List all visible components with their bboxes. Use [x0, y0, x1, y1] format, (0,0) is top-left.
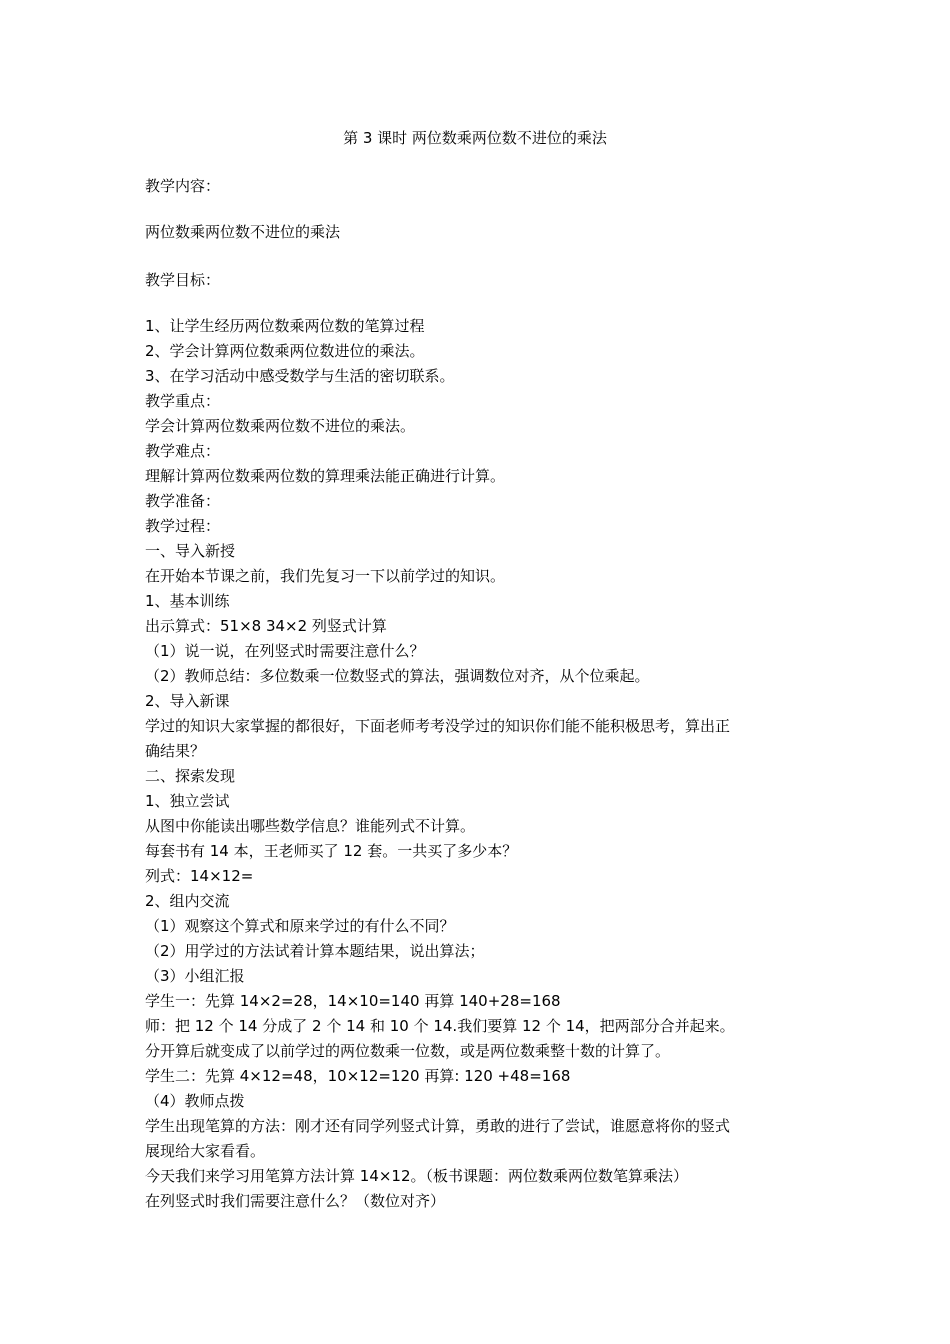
paragraph-line: 分开算后就变成了以前学过的两位数乘一位数，或是两位数乘整十数的计算了。 [145, 1042, 671, 1060]
heading-content: 教学内容： [145, 177, 221, 195]
objective-item: 2、学会计算两位数乘两位数进位的乘法。 [145, 342, 425, 360]
list-item: （1）观察这个算式和原来学过的有什么不同？ [145, 917, 455, 935]
paragraph-line: 出示算式：51×8 34×2 列竖式计算 [145, 617, 387, 635]
subsection-heading: 1、独立尝试 [145, 792, 230, 810]
paragraph-line: 从图中你能读出哪些数学信息？谁能列式不计算。 [145, 817, 476, 835]
heading-process: 教学过程： [145, 517, 221, 535]
paragraph-line: 每套书有 14 本，王老师买了 12 套。一共买了多少本？ [145, 842, 518, 860]
paragraph-line: 师：把 12 个 14 分成了 2 个 14 和 10 个 14.我们要算 12 个 14，把两部分合并起来。 [145, 1017, 735, 1035]
paragraph-line: 确结果？ [145, 742, 206, 760]
paragraph-line: 理解计算两位数乘两位数的算理乘法能正确进行计算。 [145, 467, 506, 485]
list-item: （1）说一说，在列竖式时需要注意什么？ [145, 642, 425, 660]
paragraph-content: 两位数乘两位数不进位的乘法 [145, 223, 341, 241]
page-title: 第 3 课时 两位数乘两位数不进位的乘法 [343, 129, 607, 147]
section-heading: 二、探索发现 [145, 767, 236, 785]
objective-item: 1、让学生经历两位数乘两位数的笔算过程 [145, 317, 425, 335]
paragraph-line: 学生出现笔算的方法：刚才还有同学列竖式计算，勇敢的进行了尝试，谁愿意将你的竖式 [145, 1117, 731, 1135]
subsection-heading: 2、导入新课 [145, 692, 230, 710]
heading-difficulties: 教学难点： [145, 442, 221, 460]
paragraph-line: 在列竖式时我们需要注意什么？（数位对齐） [145, 1192, 446, 1210]
paragraph-line: 学过的知识大家掌握的都很好，下面老师考考没学过的知识你们能不能积极思考，算出正 [145, 717, 731, 735]
list-item: （2）教师总结：多位数乘一位数竖式的算法，强调数位对齐，从个位乘起。 [145, 667, 650, 685]
paragraph-line: 展现给大家看看。 [145, 1142, 266, 1160]
paragraph-line: 学生二：先算 4×12=48，10×12=120 再算: 120 +48=168 [145, 1067, 571, 1085]
list-item: （2）用学过的方法试着计算本题结果，说出算法； [145, 942, 485, 960]
section-heading: 一、导入新授 [145, 542, 236, 560]
list-item: （3）小组汇报 [145, 967, 245, 985]
paragraph-line: 今天我们来学习用笔算方法计算 14×12。（板书课题：两位数乘两位数笔算乘法） [145, 1167, 689, 1185]
paragraph-line: 学生一：先算 14×2=28，14×10=140 再算 140+28=168 [145, 992, 561, 1010]
subsection-heading: 2、组内交流 [145, 892, 230, 910]
heading-key-points: 教学重点： [145, 392, 221, 410]
heading-preparation: 教学准备： [145, 492, 221, 510]
list-item: （4）教师点拨 [145, 1092, 245, 1110]
heading-objectives: 教学目标： [145, 271, 221, 289]
paragraph-line: 列式：14×12= [145, 867, 254, 885]
subsection-heading: 1、基本训练 [145, 592, 230, 610]
objective-item: 3、在学习活动中感受数学与生活的密切联系。 [145, 367, 455, 385]
paragraph-line: 在开始本节课之前，我们先复习一下以前学过的知识。 [145, 567, 506, 585]
paragraph-line: 学会计算两位数乘两位数不进位的乘法。 [145, 417, 416, 435]
